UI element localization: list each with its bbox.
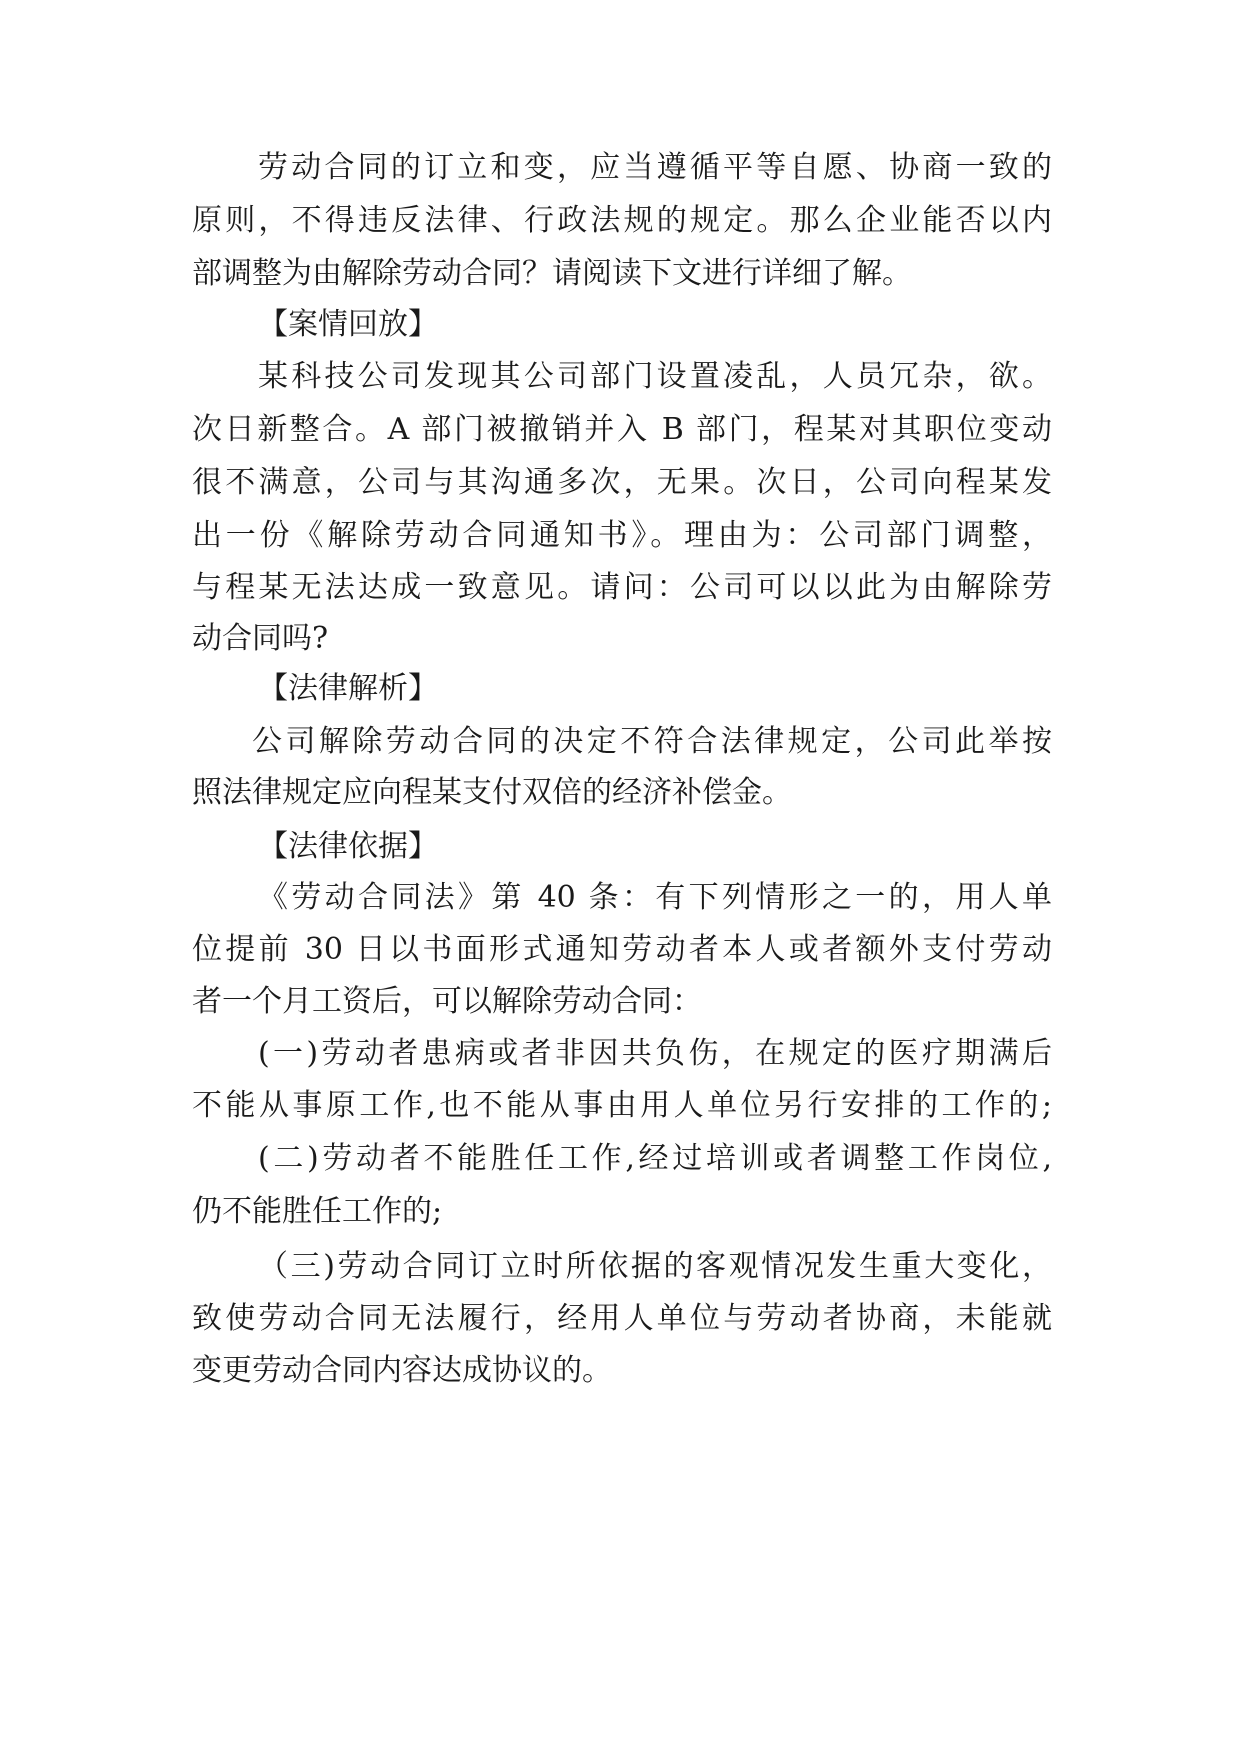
item3-line-1: （三)劳动合同订立时所依据的客观情况发生重大变化， <box>258 1249 1052 1284</box>
intro-line-3: 部调整为由解除劳动合同？请阅读下文进行详细了解。 <box>192 256 912 291</box>
case-line-6: 动合同吗? <box>192 621 329 656</box>
intro-line-2: 原则，不得违反法律、行政法规的规定。那么企业能否以内 <box>192 203 1052 238</box>
item1-line-2: 不能从事原工作,也不能从事由用人单位另行安排的工作的; <box>192 1088 1052 1123</box>
item2-line-1: (二)劳动者不能胜任工作,经过培训或者调整工作岗位, <box>258 1141 1052 1176</box>
case-line-3: 很不满意，公司与其沟通多次，无果。次日，公司向程某发 <box>192 465 1052 500</box>
item3-line-3: 变更劳动合同内容达成协议的。 <box>192 1353 612 1388</box>
analysis-line-1: 公司解除劳动合同的决定不符合法律规定，公司此举按 <box>252 724 1052 759</box>
case-line-4: 出一份《解除劳动合同通知书》。理由为：公司部门调整， <box>192 518 1052 553</box>
analysis-line-2: 照法律规定应向程某支付双倍的经济补偿金。 <box>192 775 792 810</box>
section-heading-analysis: 【法律解析】 <box>258 671 438 706</box>
basis-line-2: 位提前 30 日以书面形式通知劳动者本人或者额外支付劳动 <box>192 932 1052 967</box>
case-line-5: 与程某无法达成一致意见。请问：公司可以以此为由解除劳 <box>192 570 1052 605</box>
item3-line-2: 致使劳动合同无法履行，经用人单位与劳动者协商，未能就 <box>192 1301 1052 1336</box>
case-line-1: 某科技公司发现其公司部门设置凌乱，人员冗杂，欲。 <box>258 359 1052 394</box>
section-heading-case: 【案情回放】 <box>258 307 438 342</box>
basis-line-1: 《劳动合同法》第 40 条：有下列情形之一的，用人单 <box>258 880 1052 915</box>
intro-line-1: 劳动合同的订立和变，应当遵循平等自愿、协商一致的 <box>258 150 1052 185</box>
case-line-2: 次日新整合。A 部门被撤销并入 B 部门，程某对其职位变动 <box>192 412 1052 447</box>
basis-line-3: 者一个月工资后，可以解除劳动合同： <box>192 984 702 1019</box>
item2-line-2: 仍不能胜任工作的; <box>192 1194 443 1229</box>
section-heading-basis: 【法律依据】 <box>258 829 438 864</box>
item1-line-1: (一)劳动者患病或者非因共负伤，在规定的医疗期满后 <box>258 1036 1052 1071</box>
